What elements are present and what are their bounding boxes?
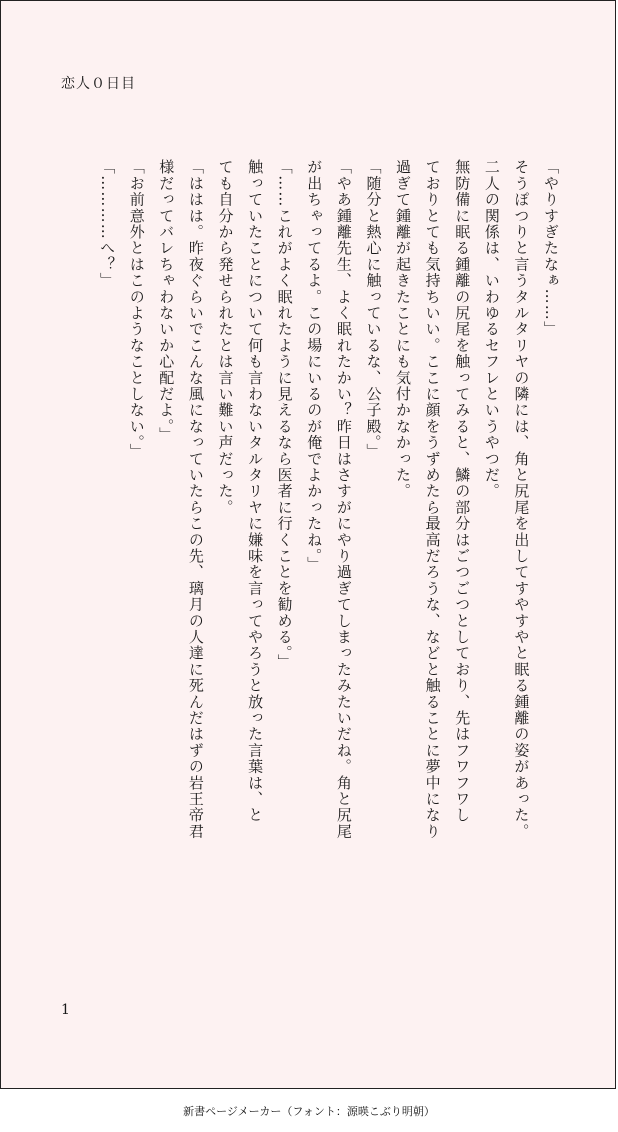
- text-line: 様だってバレちゃわないか心配だよ。」: [157, 159, 176, 444]
- text-line: 「随分と熱心に触っているな、公子殿。」: [364, 159, 383, 460]
- text-line: 「…………へ？」: [98, 159, 117, 289]
- page-number: 1: [61, 1002, 70, 1018]
- text-line: 二人の関係は、いわゆるセフレというやつだ。: [482, 159, 501, 500]
- text-line: ても自分から発せられたとは言い難い声だった。: [216, 159, 235, 516]
- text-line: 過ぎて鍾離が起きたことにも気付かなかった。: [394, 159, 413, 500]
- text-line: 「やあ鍾離先生、よく眠れたかい？昨日はさすがにやり過ぎてしまったみたいだね。角と尻尾: [334, 159, 353, 840]
- text-line: 無防備に眠る鍾離の尻尾を触ってみると、鱗の部分はごつごつとしており、先はフワフワし: [453, 159, 472, 824]
- text-line: 「ははは。昨夜ぐらいでこんな風になっていたらこの先、璃月の人達に死んだはずの岩王帝君: [186, 159, 205, 840]
- generator-caption: 新書ページメーカー（フォント：源暎こぶり明朝）: [183, 1105, 435, 1118]
- text-line: が出ちゃってるよ。この場にいるのが俺でよかったね。」: [305, 159, 324, 573]
- text-line: そうぽつりと言うタルタリヤの隣には、角と尻尾を出してすやすやと眠る鍾離の姿があった。: [512, 159, 531, 840]
- text-line: 「お前意外とはこのようなことしない。」: [127, 159, 146, 460]
- text-line: 触っていたことについて何も言わないタルタリヤに嫌味を言ってやろうと放った言葉は、と: [246, 159, 265, 824]
- chapter-title: 恋人０日目: [61, 76, 136, 92]
- text-line: 「……これがよく眠れたように見えるなら医者に行くことを勧める。」: [275, 159, 294, 670]
- text-line: 「やりすぎたなぁ……」: [542, 159, 560, 338]
- vertical-text-body: [92, 159, 566, 949]
- text-line: ておりとても気持ちいい。ここに顔をうずめたら最高だろうな、などと触ることに夢中になり: [423, 159, 442, 840]
